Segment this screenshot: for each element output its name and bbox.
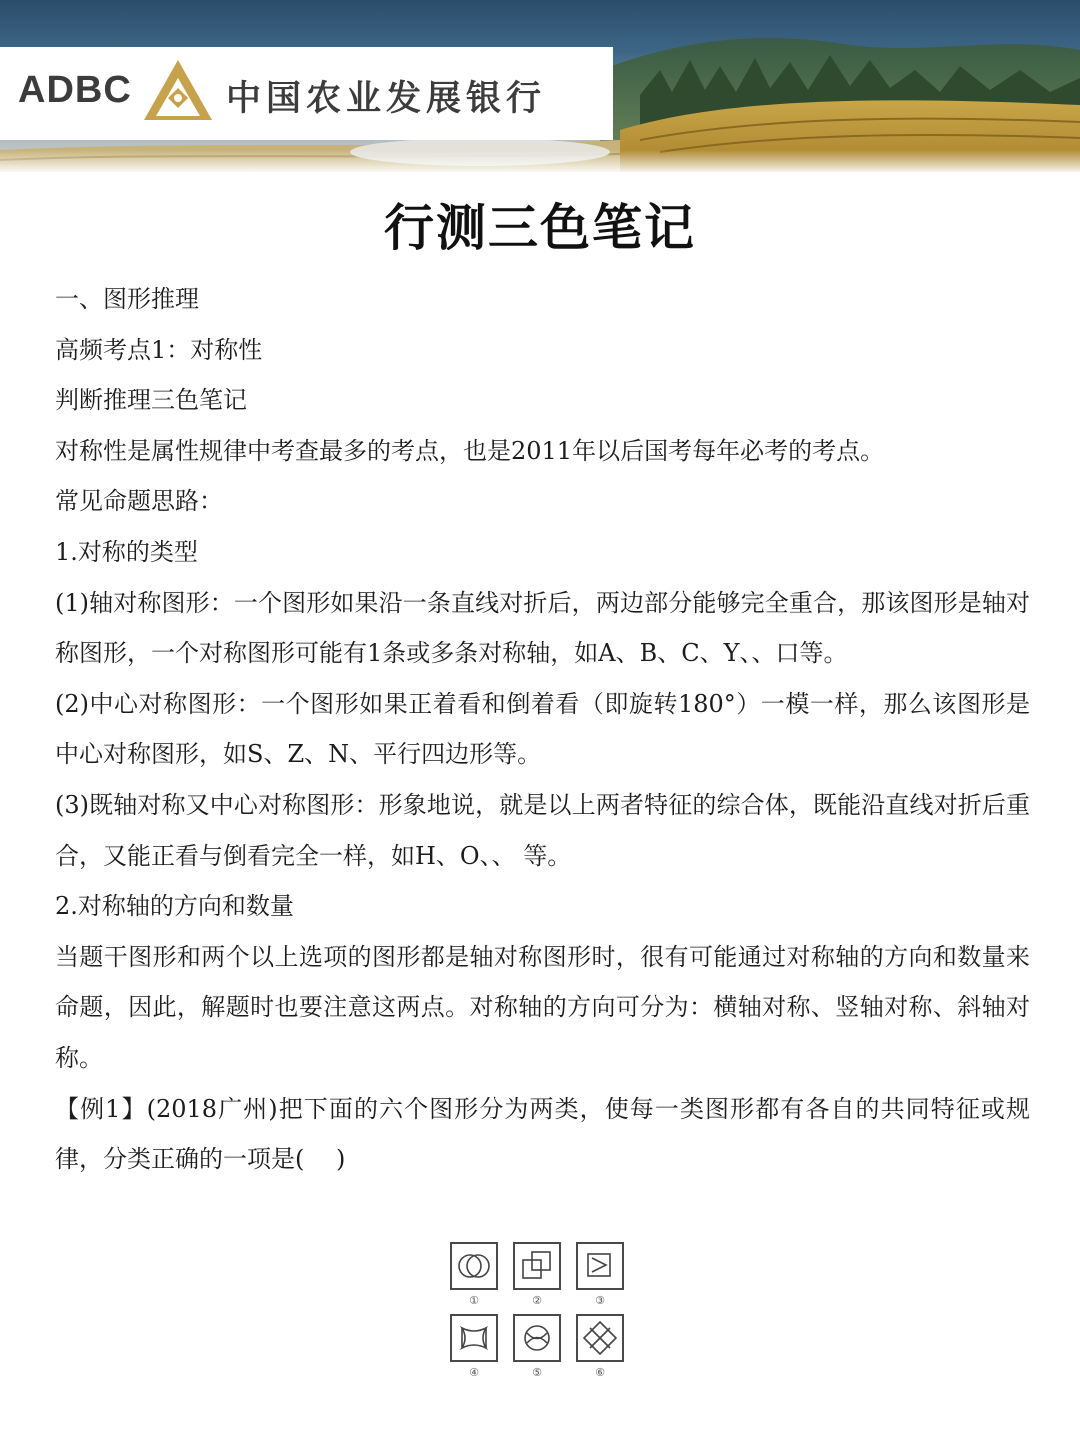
overlapping-squares-icon — [513, 1242, 561, 1290]
notes-body — [55, 274, 1030, 1185]
header-banner — [0, 0, 1080, 172]
logo-abbreviation: ADBC — [18, 69, 132, 111]
paragraph: 对称性是属性规律中考查最多的考点，也是2011年以后国考每年必考的考点。 — [55, 436, 885, 465]
figure-label: ⑥ — [595, 1366, 605, 1379]
bank-name: 中国农业发展银行 — [226, 79, 547, 119]
example-question: 【例1】(2018广州)把下面的六个图形分为两类，使每一类图形都有各自的共同特征或规律，分类正确的一项是( ) — [55, 1094, 1030, 1174]
figure-label: ② — [532, 1294, 542, 1307]
subsection-heading: 1.对称的类型 — [55, 537, 198, 566]
bank-emblem-icon — [142, 58, 214, 124]
paragraph: (1)轴对称图形：一个图形如果沿一条直线对折后，两边部分能够完全重合，那该图形是轴对称图形，一个对称图形可能有1条或多条对称轴，如A、B、C、Y、、口等。 — [55, 588, 1030, 668]
topic-heading: 高频考点1：对称性 — [55, 335, 263, 364]
bowtie-shape-icon — [450, 1314, 498, 1362]
figure-label: ① — [469, 1294, 479, 1307]
subsection-heading: 2.对称轴的方向和数量 — [55, 892, 294, 921]
bank-logo — [0, 47, 613, 140]
paragraph: (3)既轴对称又中心对称图形：形象地说，就是以上两者特征的综合体，既能沿直线对折后重合，又能正看与倒看完全一样，如H、O、、 等。 — [55, 790, 1030, 870]
paragraph: 当题干图形和两个以上选项的图形都是轴对称图形时，很有可能通过对称轴的方向和数量来命题，因此，解题时也要注意这两点。对称轴的方向可分为：横轴对称、竖轴对称、斜轴对称。 — [55, 942, 1030, 1072]
section-heading: 一、图形推理 — [55, 285, 199, 313]
square-triangle-icon — [576, 1242, 624, 1290]
figure-label: ③ — [595, 1294, 605, 1307]
subtitle: 判断推理三色笔记 — [55, 386, 247, 415]
page-title: 行测三色笔记 — [384, 198, 696, 257]
circle-curve-icon — [513, 1314, 561, 1362]
figure-label: ④ — [469, 1366, 479, 1379]
example-figure — [440, 1238, 640, 1388]
paragraph: (2)中心对称图形：一个图形如果正着看和倒着看（即旋转180°）一模一样，那么该图形是中心对称图形，如S、Z、N、平行四边形等。 — [55, 689, 1030, 769]
diamond-cross-icon — [576, 1314, 624, 1362]
paragraph: 常见命题思路： — [55, 487, 223, 516]
overlapping-circles-icon — [450, 1242, 498, 1290]
figure-label: ⑤ — [532, 1366, 542, 1379]
